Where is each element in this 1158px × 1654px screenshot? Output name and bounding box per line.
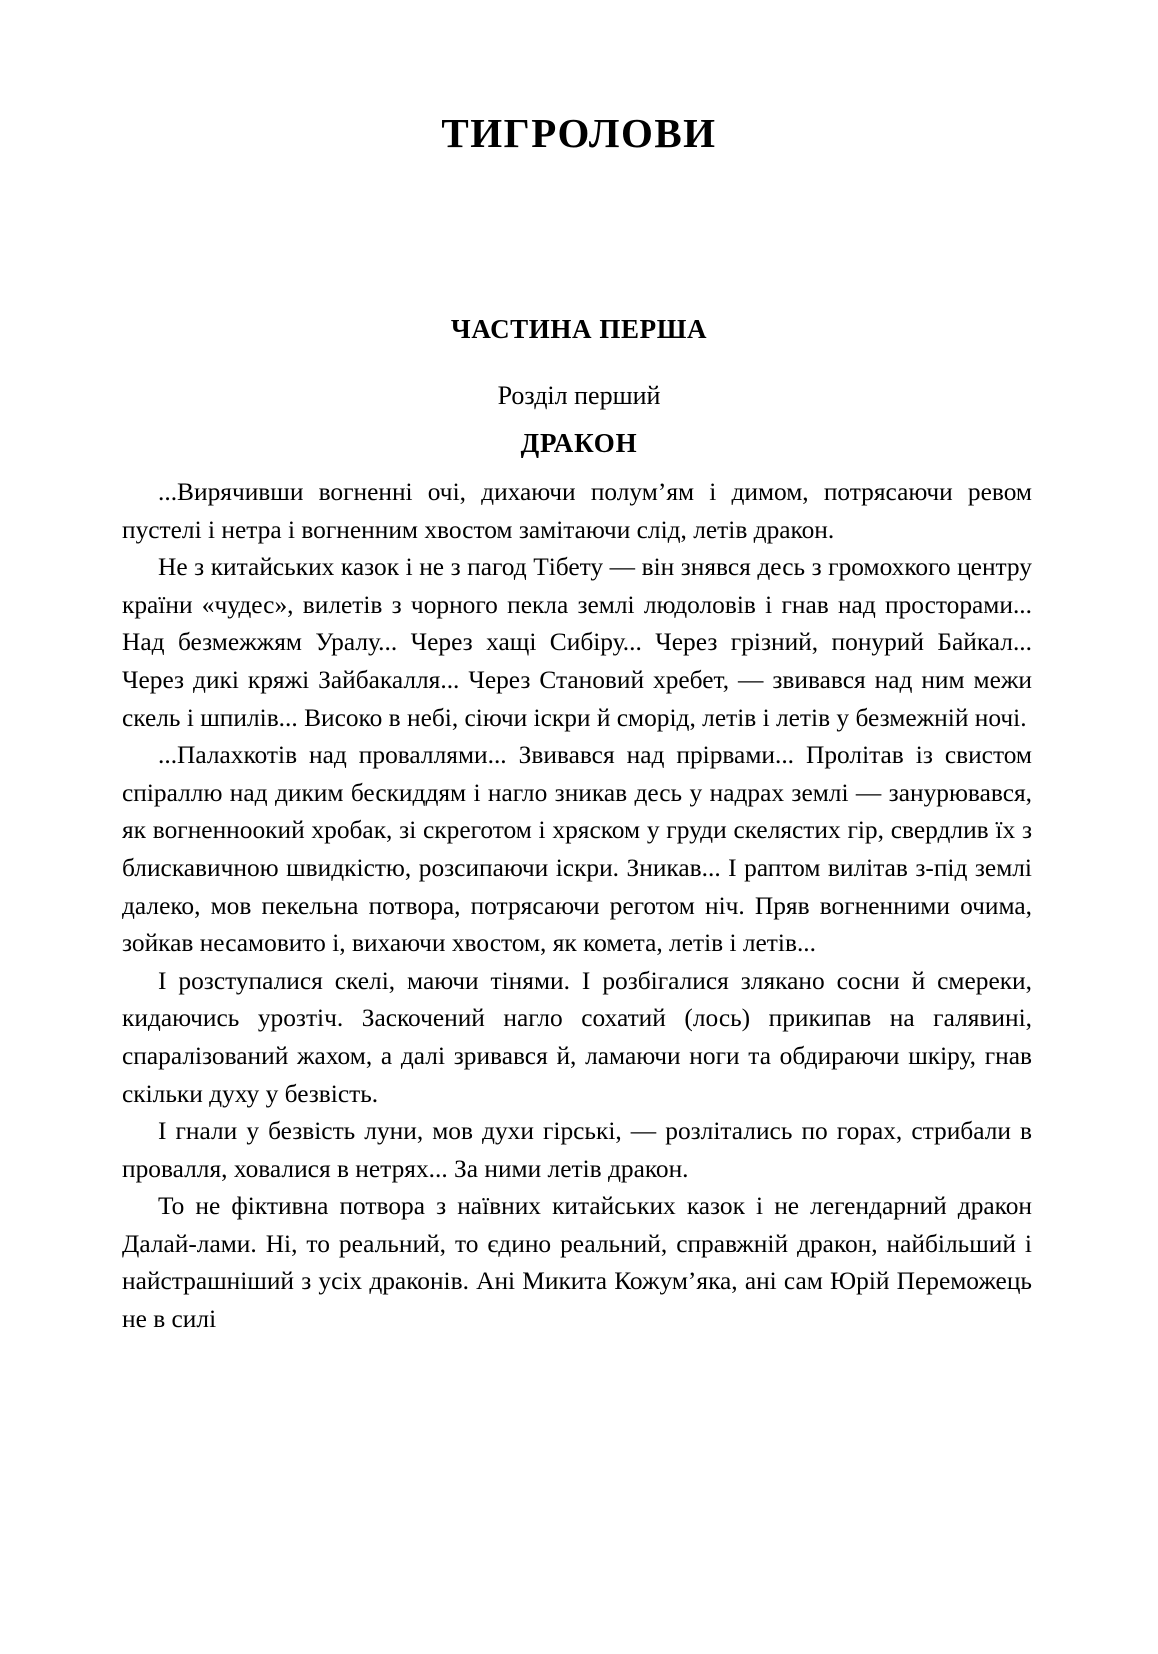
part-title: ЧАСТИНА ПЕРША [450, 314, 708, 345]
body-text-block [122, 474, 1032, 1339]
paragraph: Не з китайських казок і не з пагод Тібету — він знявся десь з громохкого центру країни «чудес», вилетів з чорного пекла землі людоловів і гнав над просторами... Над безмежжям Уралу... Через хащі Сибіру... Через грізний, понурий Байкал... Через дикі кряжі Зайбакалля... Через Становий хребет, — звивався над ним межи скель і шпилів... Високо в небі, сіючи іскри й сморід, летів і летів у безмежній ночі. [122, 553, 1032, 732]
book-title: ТИГРОЛОВИ [441, 110, 717, 157]
paragraph: ...Вирячивши вогненні очі, дихаючи полум’ям і димом, потрясаючи ревом пустелі і нетра і вогненним хвостом замітаючи слід, летів дракон. [122, 478, 1032, 544]
paragraph: І розступалися скелі, маючи тінями. І розбігалися злякано сосни й смереки, кидаючись урозтіч. Заскочений нагло сохатий (лось) прикипав на галявині, спаралізований жахом, а далі зривався й, ламаючи ноги та обдираючи шкіру, гнав скільки духу у безвість. [122, 966, 1032, 1108]
chapter-title: ДРАКОН [520, 428, 638, 458]
paragraph: То не фіктивна потвора з наївних китайських казок і не легендарний дракон Далай-лами. Ні, то реальний, то єдино реальний, справжній дракон, найбільший і найстрашніший з усіх драконів. Ані Микита Кожум’яка, ані сам Юрій Переможець не в силі [122, 1192, 1032, 1334]
paragraph: ...Палахкотів над проваллями... Звивався над прірвами... Пролітав із свистом спіраллю над диким бескиддям і нагло зникав десь у надрах землі — занурювався, як вогненноокий хробак, зі скреготом і хряском у груди скелястих гір, свердлив їх з блискавичною швидкістю, розсипаючи іскри. Зникав... І раптом вилітав з-під землі далеко, мов пекельна потвора, потрясаючи реготом ніч. Пряв вогненними очима, зойкав несамовито і, вихаючи хвостом, як комета, летів і летів... [122, 741, 1032, 958]
paragraph: І гнали у безвість луни, мов духи гірські, — розлітались по горах, стрибали в провалля, ховалися в нетрях... За ними летів дракон. [122, 1117, 1032, 1183]
chapter-number: Розділ перший [497, 381, 661, 410]
